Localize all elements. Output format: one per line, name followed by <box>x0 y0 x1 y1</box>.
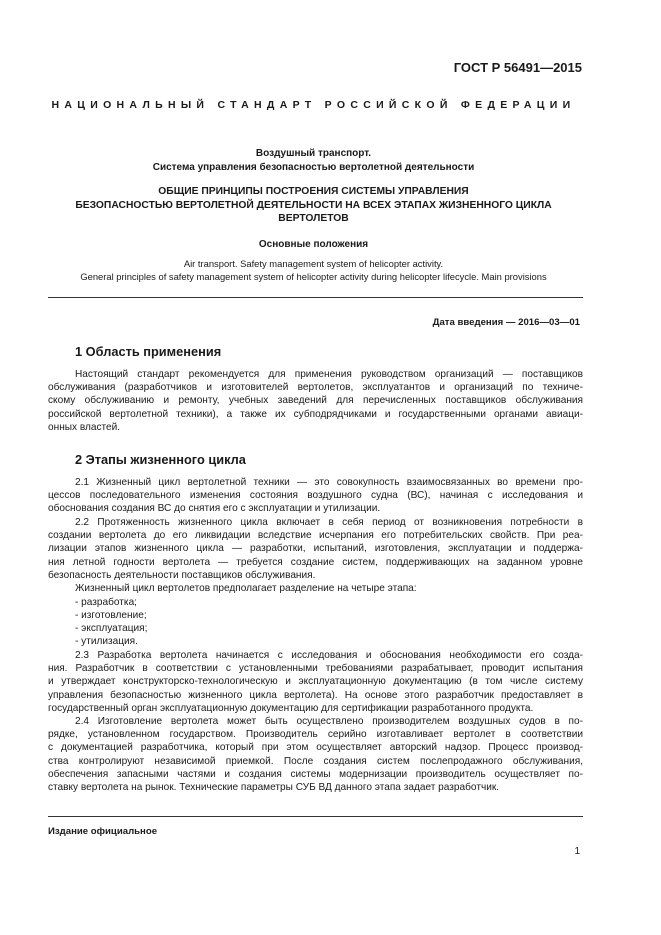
text-line: онных властей. <box>48 421 121 433</box>
clause-2-4 <box>48 715 583 794</box>
title-russian <box>48 147 579 175</box>
stage-list-item: - эксплуатация; <box>75 623 148 634</box>
clause-2-1 <box>48 476 583 516</box>
section-2-heading: 2 Этапы жизненного цикла <box>75 452 246 467</box>
text-line: ставку вертолета на рынок. Технические параметры СУБ ВД данного этапа задает разработчик. <box>48 782 500 794</box>
main-title-line-1: ОБЩИЕ ПРИНЦИПЫ ПОСТРОЕНИЯ СИСТЕМЫ УПРАВЛЕНИЯ <box>158 186 469 197</box>
text-line: управления безопасностью жизненного цикла вертолета). На основе этого разработчик предоставляет в <box>48 689 583 701</box>
title-ru-line-2: Система управления безопасностью вертолетной деятельности <box>152 162 475 173</box>
stage-list-item: - утилизация. <box>75 636 138 647</box>
section-1-heading: 1 Область применения <box>75 344 222 359</box>
basic-provisions-subtitle: Основные положения <box>258 239 369 250</box>
text-line: цессов последовательного изменения состояния воздушного судна (ВС), начиная с исследования и <box>48 490 583 502</box>
text-line: обслуживания (разработчиков и изготовителей вертолетов, эксплуатантов и организаций по техниче- <box>48 382 583 394</box>
title-ru-line-1: Воздушный транспорт. <box>255 148 372 159</box>
clause-2-3 <box>48 649 583 715</box>
text-line: скому обслуживанию и ремонту, учебных заведений для перечисленных поставщиков обслуживания <box>48 395 583 407</box>
text-line: создании вертолета до его ликвидации вследствие исчерпания его потребительских свойств. При реа- <box>48 530 583 542</box>
page-number: 1 <box>574 846 580 857</box>
text-line: ства контролируют независимой приемкой. После создания систем послепродажного обслуживания, <box>48 755 583 767</box>
title-divider <box>48 297 583 298</box>
title-english <box>48 258 579 283</box>
section-1-text <box>48 368 583 434</box>
introduction-date: Дата введения — 2016—03—01 <box>432 317 580 328</box>
stage-list-item: - изготовление; <box>75 610 147 621</box>
text-line: Настоящий стандарт рекомендуется для применения руководством организаций — поставщиков <box>75 369 583 380</box>
text-line: 2.1 Жизненный цикл вертолетной техники — это совокупность взаимосвязанных во времени про- <box>75 477 583 488</box>
stage-list-item: - разработка; <box>75 597 137 608</box>
text-line: обеспечения запасными частями и создания системы модернизации производитель осуществляет по- <box>48 768 583 780</box>
text-line: ния летной годности вертолета — требуется создание систем, поддерживающих на заданном уровне <box>48 556 583 568</box>
text-line: ния. Разработчик в соответствии с установленными требованиями разрабатывает, проводит испытания <box>48 663 583 675</box>
text-line: обоснования создания ВС до снятия его с эксплуатации и утилизации. <box>48 503 381 515</box>
text-line: рядке, установленном государством. Производитель серийно изготавливает вертолет в соответствии <box>48 729 583 741</box>
text-line: 2.3 Разработка вертолета начинается с исследования и обоснования необходимости его созда- <box>75 650 583 661</box>
text-line: 2.4 Изготовление вертолета может быть осуществлено производителем воздушных судов в по- <box>75 716 583 727</box>
text-line: государственный орган эксплуатационную документацию для сертификации разработанного продукта. <box>48 702 534 714</box>
text-line: лизации этапов жизненного цикла — разработки, испытаний, изготовления, эксплуатации и поддержа- <box>48 543 583 555</box>
text-line: 2.2 Протяженность жизненного цикла включает в себя период от возникновения потребности в <box>75 517 583 528</box>
main-title-line-2: БЕЗОПАСНОСТЬЮ ВЕРТОЛЕТНОЙ ДЕЯТЕЛЬНОСТИ НА ВСЕХ ЭТАПАХ ЖИЗНЕННОГО ЦИКЛА <box>75 199 552 211</box>
stages-intro: Жизненный цикл вертолетов предполагает разделение на четыре этапа: <box>75 583 417 594</box>
clause-2-2 <box>48 516 583 582</box>
official-edition-label: Издание официальное <box>48 826 158 837</box>
title-en-line-2: General principles of safety management system of helicopter activity during helicopter lifecycle. Main provisions <box>80 270 547 282</box>
text-line: и утверждает конструкторско-технологическую и эксплуатационную документацию (в том числе систему <box>48 676 583 688</box>
footer-divider <box>48 816 583 817</box>
title-en-line-1: Air transport. Safety management system of helicopter activity. <box>183 258 444 269</box>
national-standard-heading: НАЦИОНАЛЬНЫЙ СТАНДАРТ РОССИЙСКОЙ ФЕДЕРАЦИИ <box>51 99 576 111</box>
text-line: с документацией разработчика, который при этом осуществляет авторский надзор. Процесс производ- <box>48 742 583 754</box>
main-title <box>48 185 579 226</box>
document-number: ГОСТ Р 56491—2015 <box>453 60 582 75</box>
text-line: безопасность деятельности поставщиков обслуживания. <box>48 569 316 581</box>
text-line: российской вертолетной техники), а также их субподрядчиками и государственными органами авиаци- <box>48 408 583 420</box>
main-title-line-3: ВЕРТОЛЕТОВ <box>278 213 349 224</box>
